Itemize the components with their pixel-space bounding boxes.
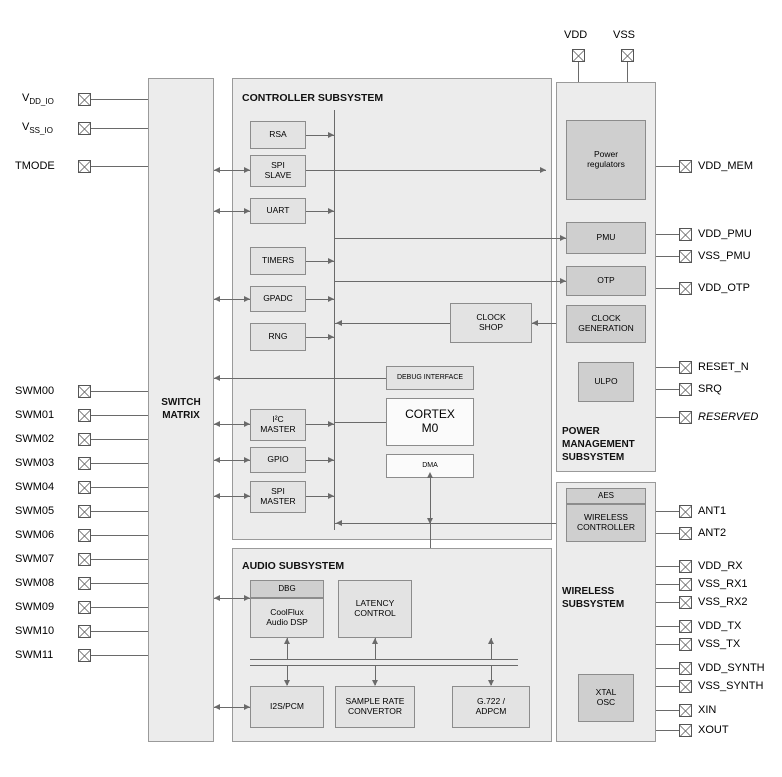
block-rsa[interactable]: RSA <box>250 121 306 149</box>
pin-label-swm02: SWM02 <box>15 433 55 445</box>
pin-label-reset-n: RESET_N <box>698 361 749 373</box>
arrow-uart-bus-head <box>328 208 334 214</box>
arrow-audio-dsp-up <box>284 638 290 644</box>
pin-label-vdd-rx: VDD_RX <box>698 560 743 572</box>
pin-label-vss-rx1: VSS_RX1 <box>698 578 748 590</box>
wire-swm05 <box>91 511 148 512</box>
block-i2s-pcm[interactable]: I2S/PCM <box>250 686 324 728</box>
wire-audio-bus-1 <box>250 659 518 660</box>
pin-box-xin[interactable] <box>679 704 692 717</box>
arrow-clockshop-left <box>336 320 342 326</box>
wire-clockshop-bus <box>334 323 450 324</box>
block-pmu[interactable]: PMU <box>566 222 646 254</box>
arrow-spislave-pmu <box>540 167 546 173</box>
pin-box-swm09[interactable] <box>78 601 91 614</box>
block-power-regulators[interactable]: Power regulators <box>566 120 646 200</box>
pin-label-vss: VSS <box>613 29 636 41</box>
pin-box-vss-rx2[interactable] <box>679 596 692 609</box>
block-spi-slave[interactable]: SPI SLAVE <box>250 155 306 187</box>
arrow-clockgen-left <box>532 320 538 326</box>
arrow-gpadc-bus-head <box>328 296 334 302</box>
pin-label-swm04: SWM04 <box>15 481 55 493</box>
wire-swm10 <box>91 631 148 632</box>
wire-swm11 <box>91 655 148 656</box>
wire-swm01 <box>91 415 148 416</box>
block-cortex-m0[interactable]: CORTEX M0 <box>386 398 474 446</box>
block-uart[interactable]: UART <box>250 198 306 224</box>
arrow-i2s-right <box>244 704 250 710</box>
block-rng[interactable]: RNG <box>250 323 306 351</box>
pin-box-swm00[interactable] <box>78 385 91 398</box>
wire-swm06 <box>91 535 148 536</box>
arrow-spimaster-left <box>214 493 220 499</box>
pin-box-vss-rx1[interactable] <box>679 578 692 591</box>
block-xtal-osc[interactable]: XTAL OSC <box>578 674 634 722</box>
pin-box-swm03[interactable] <box>78 457 91 470</box>
pin-label-swm03: SWM03 <box>15 457 55 469</box>
block-g722-adpcm[interactable]: G.722 / ADPCM <box>452 686 530 728</box>
arrow-i2c-left <box>214 421 220 427</box>
arrow-wireless-left <box>336 520 342 526</box>
wire-vss <box>627 62 628 82</box>
pin-label-srq: SRQ <box>698 383 722 395</box>
block-gpadc[interactable]: GPADC <box>250 286 306 312</box>
region-title-switch-matrix: SWITCH MATRIX <box>161 397 201 421</box>
pin-label-vdd-otp: VDD_OTP <box>698 282 750 294</box>
pin-label-swm06: SWM06 <box>15 529 55 541</box>
pin-label-tmode: TMODE <box>15 160 55 172</box>
pin-box-swm04[interactable] <box>78 481 91 494</box>
wire-otp-bus <box>334 281 566 282</box>
block-coolflux-audio-dsp[interactable]: CoolFlux Audio DSP <box>250 598 324 638</box>
wire-vss-io <box>91 128 148 129</box>
arrow-spislave-left <box>214 167 220 173</box>
pin-box-reserved[interactable] <box>679 411 692 424</box>
pin-box-vdd-synth[interactable] <box>679 662 692 675</box>
pin-label-vss-io: $V_{SS\_IO}$ <box>22 121 53 136</box>
arrow-gpio-left <box>214 457 220 463</box>
wire-tmode <box>91 166 148 167</box>
pin-box-vss-synth[interactable] <box>679 680 692 693</box>
pin-label-vss-synth: VSS_SYNTH <box>698 680 764 692</box>
pin-label-swm11: SWM11 <box>15 649 54 661</box>
wire-swm00 <box>91 391 148 392</box>
wire-swm09 <box>91 607 148 608</box>
arrow-audio-right <box>244 595 250 601</box>
pin-box-swm11[interactable] <box>78 649 91 662</box>
block-wireless-controller[interactable]: WIRELESS CONTROLLER <box>566 504 646 542</box>
arrow-uart-left <box>214 208 220 214</box>
wire-vdd-io <box>91 99 148 100</box>
pin-label-vss-tx: VSS_TX <box>698 638 741 650</box>
pin-box-vdd-mem[interactable] <box>679 160 692 173</box>
arrow-gpadc-right <box>244 296 250 302</box>
pin-box-swm06[interactable] <box>78 529 91 542</box>
pin-label-swm07: SWM07 <box>15 553 55 565</box>
pin-box-tmode[interactable] <box>78 160 91 173</box>
arrow-uart-right <box>244 208 250 214</box>
block-otp[interactable]: OTP <box>566 266 646 296</box>
wire-swm04 <box>91 487 148 488</box>
pin-box-srq[interactable] <box>679 383 692 396</box>
arrow-spimaster-right <box>244 493 250 499</box>
pin-label-swm05: SWM05 <box>15 505 55 517</box>
pin-box-vdd-io[interactable] <box>78 93 91 106</box>
block-latency-control[interactable]: LATENCY CONTROL <box>338 580 412 638</box>
pin-label-vdd-pmu: VDD_PMU <box>698 228 752 240</box>
arrow-dma-up <box>427 472 433 478</box>
wire-vdd <box>578 62 579 82</box>
pin-label-ant1: ANT1 <box>698 505 727 517</box>
pin-box-ant2[interactable] <box>679 527 692 540</box>
pin-box-vss-io[interactable] <box>78 122 91 135</box>
pin-box-xout[interactable] <box>679 724 692 737</box>
pin-box-swm10[interactable] <box>78 625 91 638</box>
block-clock-generation[interactable]: CLOCK GENERATION <box>566 305 646 343</box>
block-clock-shop[interactable]: CLOCK SHOP <box>450 303 532 343</box>
arrow-rng <box>328 334 334 340</box>
pin-label-vdd-io: $V_{DD\_IO}$ <box>22 92 54 107</box>
block-ulpo[interactable]: ULPO <box>578 362 634 402</box>
block-dbg[interactable]: DBG <box>250 580 324 598</box>
wire-debug-left <box>214 378 386 379</box>
pin-label-swm09: SWM09 <box>15 601 55 613</box>
pin-label-swm00: SWM00 <box>15 385 55 397</box>
pin-label-vss-pmu: VSS_PMU <box>698 250 751 262</box>
wire-wireless-bus <box>334 523 564 524</box>
block-i2c-master[interactable]: I²C MASTER <box>250 409 306 441</box>
pin-box-reset-n[interactable] <box>679 361 692 374</box>
pin-label-vdd-tx: VDD_TX <box>698 620 742 632</box>
bus-controller-vertical <box>334 110 335 530</box>
arrow-debug-left <box>214 375 220 381</box>
pin-box-vss-pmu[interactable] <box>679 250 692 263</box>
block-sample-rate-convertor[interactable]: SAMPLE RATE CONVERTOR <box>335 686 415 728</box>
wire-audio-bus-2 <box>250 665 518 666</box>
block-dma[interactable]: DMA <box>386 454 474 478</box>
pin-box-swm07[interactable] <box>78 553 91 566</box>
pin-box-ant1[interactable] <box>679 505 692 518</box>
arrow-wireless-dma-down <box>427 518 433 524</box>
arrow-gpio-bus-head <box>328 457 334 463</box>
pin-box-swm02[interactable] <box>78 433 91 446</box>
arrow-g722-top-up <box>488 638 494 644</box>
wire-cortex-bus <box>334 422 386 423</box>
block-spi-master[interactable]: SPI MASTER <box>250 481 306 513</box>
pin-label-ant2: ANT2 <box>698 527 727 539</box>
pin-label-xout: XOUT <box>698 724 729 736</box>
block-gpio[interactable]: GPIO <box>250 447 306 473</box>
pin-label-vdd-mem: VDD_MEM <box>698 160 754 172</box>
wire-swm03 <box>91 463 148 464</box>
wire-swm07 <box>91 559 148 560</box>
block-aes[interactable]: AES <box>566 488 646 504</box>
wire-spislave-bus <box>306 170 546 171</box>
arrow-gpio-right <box>244 457 250 463</box>
pin-box-vdd-otp[interactable] <box>679 282 692 295</box>
region-title-audio-subsystem: AUDIO SUBSYSTEM <box>242 560 345 572</box>
region-title-wireless-subsystem: WIRELESS SUBSYSTEM <box>562 586 625 610</box>
wire-swm08 <box>91 583 148 584</box>
wire-swm02 <box>91 439 148 440</box>
arrow-pmu <box>560 235 566 241</box>
pin-label-xin: XIN <box>698 704 717 716</box>
pin-label-swm01: SWM01 <box>15 409 55 421</box>
pin-label-vdd: VDD <box>564 29 588 41</box>
arrow-i2c-right <box>244 421 250 427</box>
pin-box-vdd-rx[interactable] <box>679 560 692 573</box>
arrow-gpadc-left <box>214 296 220 302</box>
pin-box-swm05[interactable] <box>78 505 91 518</box>
pin-box-vdd-tx[interactable] <box>679 620 692 633</box>
wire-pmu-bus <box>334 238 566 239</box>
arrow-spimaster-bus-head <box>328 493 334 499</box>
block-timers[interactable]: TIMERS <box>250 247 306 275</box>
pin-box-vdd-pmu[interactable] <box>679 228 692 241</box>
arrow-timers <box>328 258 334 264</box>
pin-label-reserved: RESERVED <box>698 411 759 423</box>
arrow-rsa <box>328 132 334 138</box>
pin-label-vss-rx2: VSS_RX2 <box>698 596 748 608</box>
pin-box-vss[interactable] <box>621 49 634 62</box>
arrow-otp <box>560 278 566 284</box>
arrow-audio-left <box>214 595 220 601</box>
pin-box-vdd[interactable] <box>572 49 585 62</box>
region-title-power-management: POWER MANAGEMENT SUBSYSTEM <box>562 426 635 463</box>
pin-label-swm10: SWM10 <box>15 625 55 637</box>
arrow-i2s-left <box>214 704 220 710</box>
pin-box-swm08[interactable] <box>78 577 91 590</box>
arrow-spislave-right <box>244 167 250 173</box>
arrow-latency-up <box>372 638 378 644</box>
pin-box-swm01[interactable] <box>78 409 91 422</box>
block-debug-interface[interactable]: DEBUG INTERFACE <box>386 366 474 390</box>
region-title-controller-subsystem: CONTROLLER SUBSYSTEM <box>242 92 384 104</box>
pin-box-vss-tx[interactable] <box>679 638 692 651</box>
pin-label-swm08: SWM08 <box>15 577 55 589</box>
pin-label-vdd-synth: VDD_SYNTH <box>698 662 765 674</box>
